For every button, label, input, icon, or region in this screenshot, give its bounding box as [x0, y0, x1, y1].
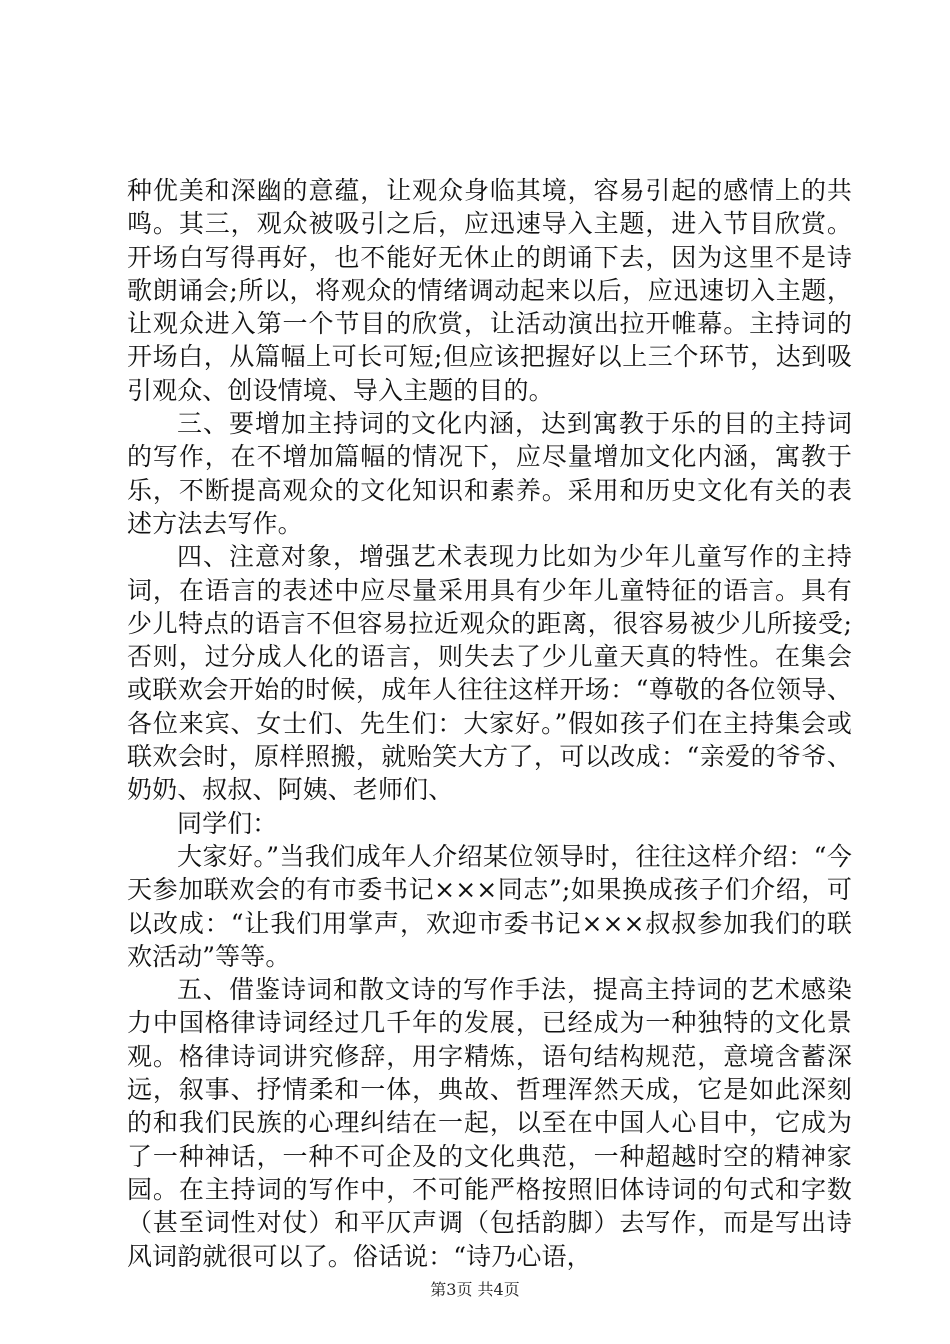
paragraph-1: 种优美和深幽的意蕴，让观众身临其境，容易引起的感情上的共鸣。其三，观众被吸引之后，应迅速导入主题，进入节目欣赏。开场白写得再好，也不能好无休止的朗诵下去，因为这里不是诗歌朗诵会;所以，将观众的情绪调动起来以后，应迅速切入主题，让观众进入第一个节目的欣赏，让活动演出拉开帷幕。主持词的开场白，从篇幅上可长可短;但应该把握好以上三个环节，达到吸引观众、创设情境、导入主题的目的。: [127, 176, 852, 405]
body-text: [127, 174, 852, 1273]
paragraph-5: 大家好。”当我们成年人介绍某位领导时，往往这样介绍：“今天参加联欢会的有市委书记×××同志”;如果换成孩子们介绍，可以改成：“让我们用掌声，欢迎市委书记×××叔叔参加我们的联欢活动”等等。: [127, 841, 852, 971]
paragraph-6: 五、借鉴诗词和散文诗的写作手法，提高主持词的艺术感染力中国格律诗词经过几千年的发展，已经成为一种独特的文化景观。格律诗词讲究修辞，用字精炼，语句结构规范，意境含蓄深远，叙事、抒情柔和一体，典故、哲理浑然天成，它是如此深刻的和我们民族的心理纠结在一起，以至在中国人心目中，它成为了一种神话，一种不可企及的文化典范，一种超越时空的精神家园。在主持词的写作中，不可能严格按照旧体诗词的句式和字数（甚至词性对仗）和平仄声调（包括韵脚）去写作，而是写出诗风词韵就很可以了。俗话说：“诗乃心语，: [127, 975, 852, 1271]
paragraph-3: 四、注意对象，增强艺术表现力比如为少年儿童写作的主持词，在语言的表述中应尽量采用具有少年儿童特征的语言。具有少儿特点的语言不但容易拉近观众的距离，很容易被少儿所接受;否则，过分成人化的语言，则失去了少儿童天真的特性。在集会或联欢会开始的时候，成年人往往这样开场：“尊敬的各位领导、各位来宾、女士们、先生们：大家好。”假如孩子们在主持集会或联欢会时，原样照搬，就贻笑大方了，可以改成：“亲爱的爷爷、奶奶、叔叔、阿姨、老师们、: [127, 542, 852, 805]
paragraph-4: 同学们：: [177, 808, 278, 838]
paragraph-2: 三、要增加主持词的文化内涵，达到寓教于乐的目的主持词的写作，在不增加篇幅的情况下，应尽量增加文化内涵，寓教于乐，不断提高观众的文化知识和素养。采用和历史文化有关的表述方法去写作。: [127, 409, 852, 538]
page-footer: 第3页 共4页: [430, 1280, 520, 1299]
